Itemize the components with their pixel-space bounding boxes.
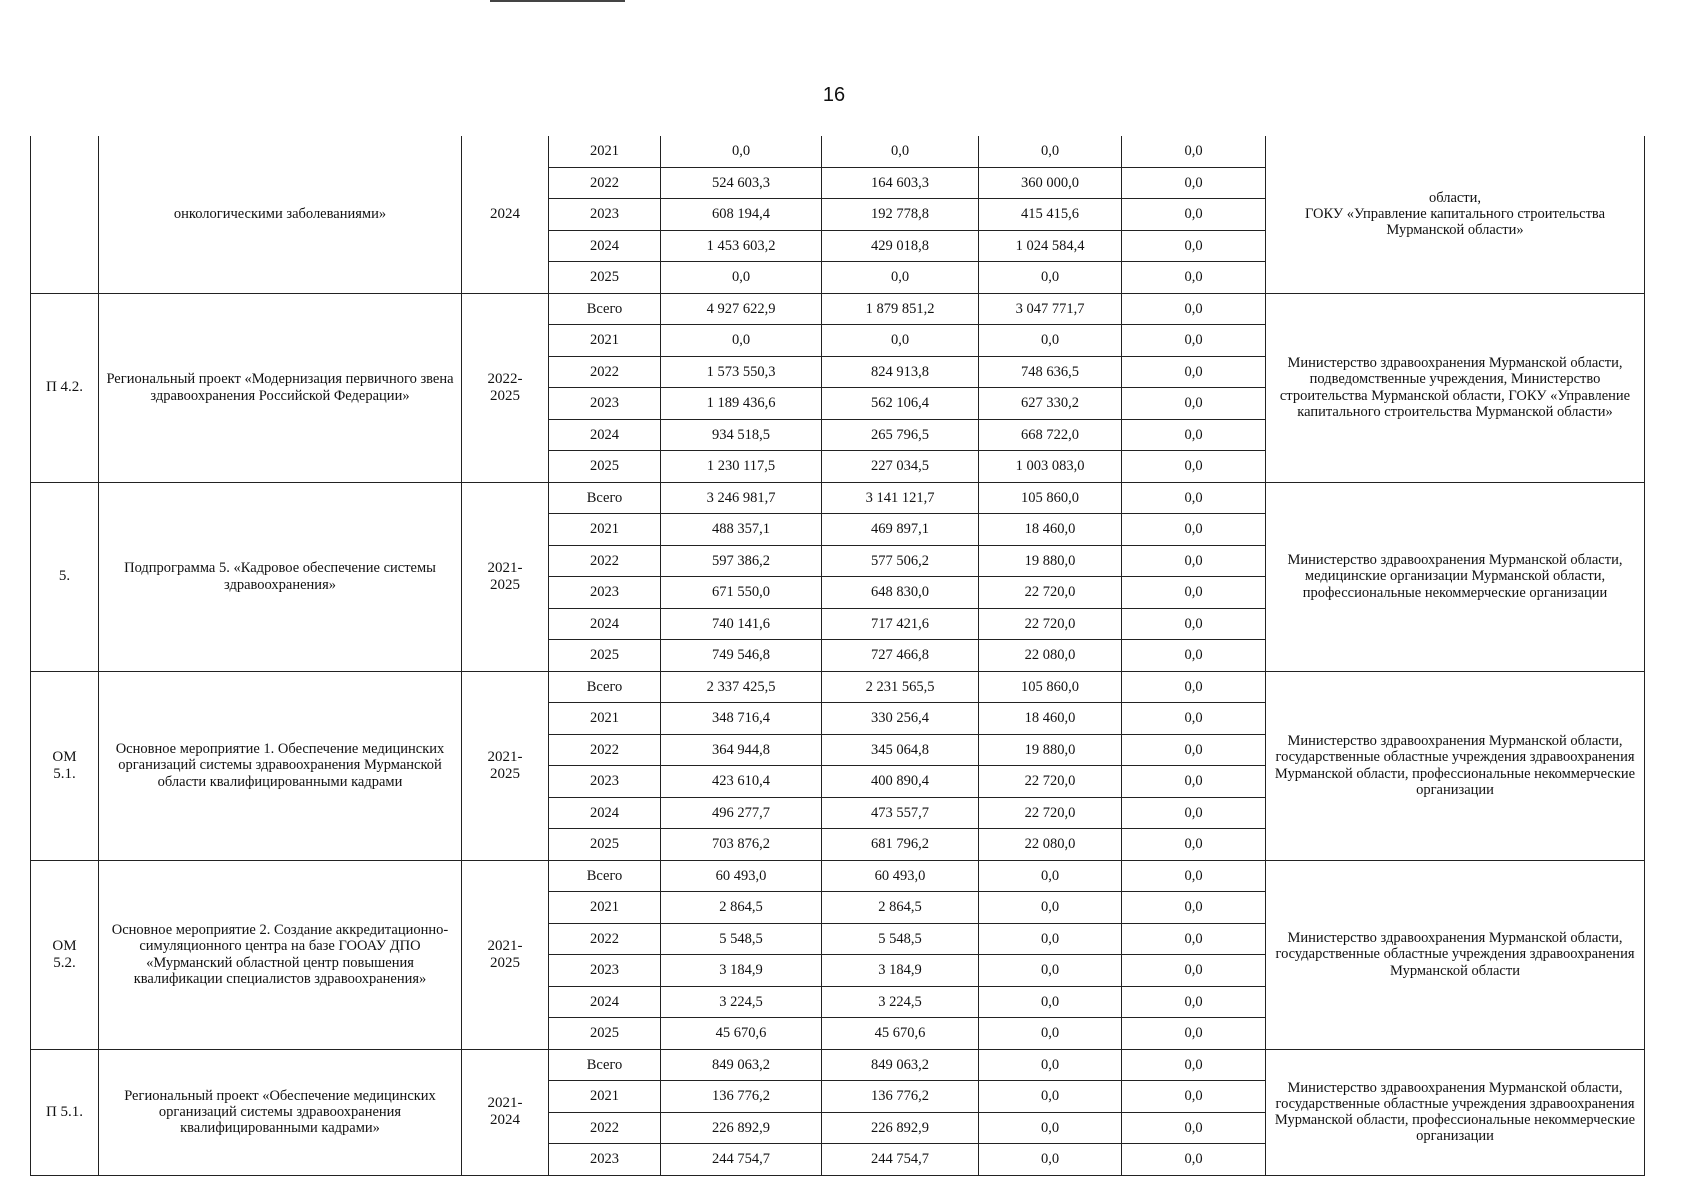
item-executor: Министерство здравоохранения Мурманской области, медицинские организации Мурманской области, профессиональные некоммерческие организации: [1266, 482, 1645, 671]
total-cell: 0,0: [661, 262, 822, 294]
table-row: [31, 1049, 1645, 1081]
table-row: [31, 293, 1645, 325]
year-cell: 2025: [549, 262, 661, 294]
funding-cell-1: 2 864,5: [822, 892, 979, 924]
funding-cell-2: 18 460,0: [979, 703, 1122, 735]
funding-cell-2: 0,0: [979, 1049, 1122, 1081]
funding-cell-2: 0,0: [979, 262, 1122, 294]
funding-cell-2: 22 720,0: [979, 608, 1122, 640]
item-period: 2022- 2025: [462, 293, 549, 482]
item-code: [31, 136, 99, 293]
top-rule: [490, 0, 625, 2]
funding-cell-3: 0,0: [1122, 797, 1266, 829]
funding-cell-2: 1 003 083,0: [979, 451, 1122, 483]
year-cell: 2023: [549, 199, 661, 231]
year-cell: 2022: [549, 356, 661, 388]
funding-cell-3: 0,0: [1122, 986, 1266, 1018]
funding-cell-3: 0,0: [1122, 640, 1266, 672]
year-cell: 2025: [549, 640, 661, 672]
total-cell: 524 603,3: [661, 167, 822, 199]
funding-cell-2: 748 636,5: [979, 356, 1122, 388]
item-period: 2024: [462, 136, 549, 293]
total-cell: 740 141,6: [661, 608, 822, 640]
year-cell: 2021: [549, 514, 661, 546]
total-cell: 608 194,4: [661, 199, 822, 231]
year-cell: 2021: [549, 703, 661, 735]
year-cell: Всего: [549, 482, 661, 514]
funding-cell-3: 0,0: [1122, 860, 1266, 892]
year-cell: 2024: [549, 608, 661, 640]
total-cell: 1 453 603,2: [661, 230, 822, 262]
item-code: 5.: [31, 482, 99, 671]
total-cell: 3 184,9: [661, 955, 822, 987]
funding-cell-1: 136 776,2: [822, 1081, 979, 1113]
item-period: 2021- 2025: [462, 482, 549, 671]
funding-cell-1: 577 506,2: [822, 545, 979, 577]
funding-cell-3: 0,0: [1122, 388, 1266, 420]
funding-cell-3: 0,0: [1122, 356, 1266, 388]
item-code: ОМ 5.1.: [31, 671, 99, 860]
funding-cell-1: 5 548,5: [822, 923, 979, 955]
funding-cell-2: 360 000,0: [979, 167, 1122, 199]
funding-cell-1: 244 754,7: [822, 1144, 979, 1176]
funding-cell-1: 681 796,2: [822, 829, 979, 861]
total-cell: 1 189 436,6: [661, 388, 822, 420]
year-cell: 2024: [549, 986, 661, 1018]
total-cell: 364 944,8: [661, 734, 822, 766]
funding-cell-2: 0,0: [979, 986, 1122, 1018]
total-cell: 2 337 425,5: [661, 671, 822, 703]
year-cell: 2023: [549, 766, 661, 798]
total-cell: 2 864,5: [661, 892, 822, 924]
table-row: [31, 860, 1645, 892]
funding-cell-3: 0,0: [1122, 419, 1266, 451]
item-name: Подпрограмма 5. «Кадровое обеспечение системы здравоохранения»: [99, 482, 462, 671]
year-cell: 2022: [549, 1112, 661, 1144]
funding-cell-3: 0,0: [1122, 766, 1266, 798]
funding-cell-1: 469 897,1: [822, 514, 979, 546]
funding-cell-1: 562 106,4: [822, 388, 979, 420]
funding-cell-1: 3 141 121,7: [822, 482, 979, 514]
funding-cell-3: 0,0: [1122, 1049, 1266, 1081]
year-cell: 2021: [549, 892, 661, 924]
funding-cell-1: 164 603,3: [822, 167, 979, 199]
item-executor: области, ГОКУ «Управление капитального строительства Мурманской области»: [1266, 136, 1645, 293]
year-cell: 2024: [549, 230, 661, 262]
item-executor: Министерство здравоохранения Мурманской области, государственные областные учреждения здравоохранения Мурманской области: [1266, 860, 1645, 1049]
total-cell: 1 573 550,3: [661, 356, 822, 388]
funding-cell-1: 2 231 565,5: [822, 671, 979, 703]
funding-cell-2: 22 080,0: [979, 829, 1122, 861]
item-name: Региональный проект «Модернизация первичного звена здравоохранения Российской Федерации»: [99, 293, 462, 482]
funding-cell-3: 0,0: [1122, 482, 1266, 514]
total-cell: 5 548,5: [661, 923, 822, 955]
funding-cell-3: 0,0: [1122, 1144, 1266, 1176]
funding-cell-1: 849 063,2: [822, 1049, 979, 1081]
year-cell: Всего: [549, 1049, 661, 1081]
funding-cell-1: 0,0: [822, 136, 979, 167]
funding-cell-1: 648 830,0: [822, 577, 979, 609]
year-cell: Всего: [549, 293, 661, 325]
funding-cell-2: 22 720,0: [979, 577, 1122, 609]
total-cell: 703 876,2: [661, 829, 822, 861]
table-row: [31, 482, 1645, 514]
year-cell: 2023: [549, 1144, 661, 1176]
funding-cell-1: 473 557,7: [822, 797, 979, 829]
funding-cell-3: 0,0: [1122, 734, 1266, 766]
funding-cell-2: 105 860,0: [979, 482, 1122, 514]
funding-cell-1: 717 421,6: [822, 608, 979, 640]
table-body: [31, 136, 1645, 1175]
total-cell: 496 277,7: [661, 797, 822, 829]
item-name: Основное мероприятие 1. Обеспечение медицинских организаций системы здравоохранения Мурманской области квалифицированными кадрами: [99, 671, 462, 860]
funding-cell-2: 0,0: [979, 1018, 1122, 1050]
funding-cell-1: 0,0: [822, 262, 979, 294]
item-code: П 5.1.: [31, 1049, 99, 1175]
funding-cell-2: 0,0: [979, 1112, 1122, 1144]
funding-cell-1: 330 256,4: [822, 703, 979, 735]
total-cell: 244 754,7: [661, 1144, 822, 1176]
total-cell: 3 224,5: [661, 986, 822, 1018]
funding-cell-3: 0,0: [1122, 545, 1266, 577]
item-period: 2021- 2025: [462, 860, 549, 1049]
item-code: ОМ 5.2.: [31, 860, 99, 1049]
year-cell: 2025: [549, 451, 661, 483]
funding-cell-1: 429 018,8: [822, 230, 979, 262]
total-cell: 0,0: [661, 136, 822, 167]
funding-cell-2: 627 330,2: [979, 388, 1122, 420]
funding-cell-1: 400 890,4: [822, 766, 979, 798]
funding-cell-3: 0,0: [1122, 829, 1266, 861]
funding-cell-2: 105 860,0: [979, 671, 1122, 703]
funding-cell-2: 0,0: [979, 136, 1122, 167]
year-cell: 2023: [549, 388, 661, 420]
funding-cell-3: 0,0: [1122, 671, 1266, 703]
funding-cell-3: 0,0: [1122, 325, 1266, 357]
item-name: Основное мероприятие 2. Создание аккредитационно-симуляционного центра на базе ГООАУ ДПО «Мурманский областной центр повышения квалификации специалистов здравоохранения»: [99, 860, 462, 1049]
year-cell: 2021: [549, 136, 661, 167]
funding-cell-1: 1 879 851,2: [822, 293, 979, 325]
item-name: онкологическими заболеваниями»: [99, 136, 462, 293]
funding-cell-2: 0,0: [979, 1081, 1122, 1113]
funding-cell-1: 3 184,9: [822, 955, 979, 987]
funding-cell-1: 45 670,6: [822, 1018, 979, 1050]
funding-cell-2: 19 880,0: [979, 734, 1122, 766]
funding-cell-2: 1 024 584,4: [979, 230, 1122, 262]
year-cell: Всего: [549, 671, 661, 703]
total-cell: 226 892,9: [661, 1112, 822, 1144]
total-cell: 423 610,4: [661, 766, 822, 798]
year-cell: 2022: [549, 545, 661, 577]
funding-cell-1: 727 466,8: [822, 640, 979, 672]
funding-cell-1: 227 034,5: [822, 451, 979, 483]
funding-cell-2: 0,0: [979, 923, 1122, 955]
total-cell: 3 246 981,7: [661, 482, 822, 514]
funding-cell-3: 0,0: [1122, 293, 1266, 325]
funding-cell-3: 0,0: [1122, 955, 1266, 987]
total-cell: 1 230 117,5: [661, 451, 822, 483]
funding-cell-1: 0,0: [822, 325, 979, 357]
funding-cell-1: 345 064,8: [822, 734, 979, 766]
item-executor: Министерство здравоохранения Мурманской области, государственные областные учреждения здравоохранения Мурманской области, профессиональные некоммерческие организации: [1266, 1049, 1645, 1175]
year-cell: Всего: [549, 860, 661, 892]
funding-cell-3: 0,0: [1122, 703, 1266, 735]
funding-cell-3: 0,0: [1122, 892, 1266, 924]
year-cell: 2024: [549, 797, 661, 829]
year-cell: 2025: [549, 1018, 661, 1050]
funding-cell-3: 0,0: [1122, 608, 1266, 640]
total-cell: 671 550,0: [661, 577, 822, 609]
funding-cell-2: 668 722,0: [979, 419, 1122, 451]
funding-cell-1: 192 778,8: [822, 199, 979, 231]
year-cell: 2021: [549, 325, 661, 357]
table-row: [31, 671, 1645, 703]
year-cell: 2024: [549, 419, 661, 451]
year-cell: 2022: [549, 923, 661, 955]
item-period: 2021- 2024: [462, 1049, 549, 1175]
funding-cell-2: 22 080,0: [979, 640, 1122, 672]
total-cell: 849 063,2: [661, 1049, 822, 1081]
item-code: П 4.2.: [31, 293, 99, 482]
funding-cell-3: 0,0: [1122, 167, 1266, 199]
funding-cell-2: 0,0: [979, 860, 1122, 892]
funding-cell-2: 22 720,0: [979, 797, 1122, 829]
funding-cell-3: 0,0: [1122, 262, 1266, 294]
funding-cell-2: 0,0: [979, 892, 1122, 924]
budget-table: [30, 136, 1645, 1176]
year-cell: 2023: [549, 577, 661, 609]
funding-cell-1: 60 493,0: [822, 860, 979, 892]
total-cell: 45 670,6: [661, 1018, 822, 1050]
total-cell: 749 546,8: [661, 640, 822, 672]
funding-cell-1: 226 892,9: [822, 1112, 979, 1144]
funding-cell-3: 0,0: [1122, 199, 1266, 231]
item-name: Региональный проект «Обеспечение медицинских организаций системы здравоохранения квалифицированными кадрами»: [99, 1049, 462, 1175]
funding-cell-2: 18 460,0: [979, 514, 1122, 546]
total-cell: 60 493,0: [661, 860, 822, 892]
year-cell: 2021: [549, 1081, 661, 1113]
year-cell: 2022: [549, 734, 661, 766]
funding-cell-3: 0,0: [1122, 923, 1266, 955]
total-cell: 488 357,1: [661, 514, 822, 546]
page-number: 16: [822, 84, 846, 106]
funding-cell-3: 0,0: [1122, 1081, 1266, 1113]
funding-cell-3: 0,0: [1122, 136, 1266, 167]
year-cell: 2022: [549, 167, 661, 199]
item-period: 2021- 2025: [462, 671, 549, 860]
item-executor: Министерство здравоохранения Мурманской области, подведомственные учреждения, Министерство строительства Мурманской области, ГОКУ «Управление капитального строительства Мурманской области»: [1266, 293, 1645, 482]
table-row: [31, 136, 1645, 167]
funding-cell-1: 3 224,5: [822, 986, 979, 1018]
year-cell: 2023: [549, 955, 661, 987]
funding-cell-2: 0,0: [979, 325, 1122, 357]
funding-cell-3: 0,0: [1122, 1112, 1266, 1144]
total-cell: 136 776,2: [661, 1081, 822, 1113]
total-cell: 597 386,2: [661, 545, 822, 577]
funding-cell-2: 3 047 771,7: [979, 293, 1122, 325]
funding-cell-3: 0,0: [1122, 577, 1266, 609]
funding-cell-1: 265 796,5: [822, 419, 979, 451]
total-cell: 4 927 622,9: [661, 293, 822, 325]
total-cell: 348 716,4: [661, 703, 822, 735]
funding-cell-2: 19 880,0: [979, 545, 1122, 577]
total-cell: 0,0: [661, 325, 822, 357]
funding-cell-2: 415 415,6: [979, 199, 1122, 231]
funding-cell-2: 22 720,0: [979, 766, 1122, 798]
funding-cell-2: 0,0: [979, 1144, 1122, 1176]
funding-cell-1: 824 913,8: [822, 356, 979, 388]
funding-cell-3: 0,0: [1122, 514, 1266, 546]
total-cell: 934 518,5: [661, 419, 822, 451]
funding-cell-3: 0,0: [1122, 1018, 1266, 1050]
funding-cell-2: 0,0: [979, 955, 1122, 987]
funding-cell-3: 0,0: [1122, 230, 1266, 262]
item-executor: Министерство здравоохранения Мурманской области, государственные областные учреждения здравоохранения Мурманской области, профессиональные некоммерческие организации: [1266, 671, 1645, 860]
year-cell: 2025: [549, 829, 661, 861]
funding-cell-3: 0,0: [1122, 451, 1266, 483]
